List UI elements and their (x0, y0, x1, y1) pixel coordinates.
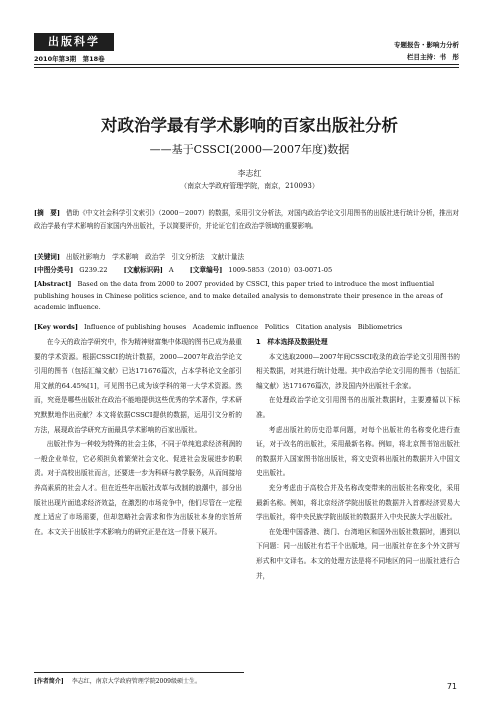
body-paragraph: 在处理中国香港、澳门、台湾地区和国外出版社数据时，遇到以下问题：同一出版社有若干个出版地，同一出版社存在多个外文拼写形式和中文译名。本文的处理方法是将不同地区的同一出版社进行合并， (256, 527, 460, 580)
abstract-en-label: [Abstract] (34, 280, 72, 288)
article-subtitle: ——基于CSSCI(2000—2007年度)数据 (149, 143, 350, 156)
footnote-label: [作者简介] (34, 678, 64, 685)
keywords-cn-label: [关键词] (34, 253, 61, 261)
body-paragraph: 考虑出版社的历史沿革问题，对每个出版社的名称变化进行查证，对于改名的出版社，采用最新名称。例如，将北京图书馆出版社的数据并入国家图书馆出版社，将文史资料出版社的数据并入中国文史出版社。 (256, 425, 460, 478)
footnote-rule (34, 672, 244, 673)
page-number: 71 (446, 682, 457, 691)
abstract-cn (34, 207, 459, 232)
clc-value: G239.22 (79, 266, 108, 274)
body-left-column (34, 335, 242, 539)
author-affiliation: （南京大学政府管理学院，南京，210093） (180, 182, 319, 190)
header-rule-thin (34, 67, 459, 68)
body-paragraph: 出版社作为一种较为特殊的社会主体，不同于单纯追求经济利润的一般企业单位，它必须担负着繁荣社会文化、促进社会发展进步的职责。对于高校出版社而言，还要进一步为科研与教学服务，从而间接培养高素质的社会人才。但在近些年出版社改革与改制的浪潮中，部分出版社出现片面追求经济效益，在激烈的市场竞争中，他们尽管在一定程度上适应了市场需要，但却忽略社会需求和作为出版社本身的宗旨所在。本文关于出版社学术影响力的研究正是在这一背景下展开。 (34, 440, 242, 536)
journal-name-tag: 出版科学 (34, 33, 114, 51)
column-name: 专题报告・影响力分析 (394, 41, 459, 49)
body-paragraph: 在处理政治学论文引用图书的出版社数据时，主要遵循以下标准。 (256, 396, 460, 419)
header-rule (34, 64, 459, 65)
abstract-en (34, 279, 459, 314)
abstract-en-text: Based on the data from 2000 to 2007 provided by CSSCI, this paper tried to introduce the most influential publishing houses in Chinese politics science, and to make detailed analysis to demonstrate their presence in the areas of academic influence. (34, 280, 443, 311)
keywords-en (34, 321, 459, 334)
classification-line (34, 264, 459, 277)
article-title: 对政治学最有学术影响的百家出版社分析 (101, 116, 398, 135)
keywords-en-label: [Key words] (34, 323, 79, 331)
issue-info: 2010年第3期 第18卷 (34, 55, 105, 63)
footnote-text: 李志红，南京大学政府管理学院2009级硕士生。 (71, 678, 201, 685)
body-paragraph: 本文选取2000—2007年间CSSCI收录的政治学论文引用图书的相关数据，对其进行统计处理。其中政治学论文引用的图书（包括汇编文献）达171676篇次，涉及国内外出版社千余家。 (256, 352, 460, 390)
body-paragraph: 充分考虑由于高校合并及名称改变带来的出版社名称变化，采用最新名称。例如，将北京经济学院出版社的数据并入首都经济贸易大学出版社，将中央民族学院出版社的数据并入中央民族大学出版社。 (256, 483, 460, 522)
author-footnote (34, 676, 201, 685)
body-paragraph: 在今天的政治学研究中，作为精神财富集中体现的图书已成为最重要的学术资源。根据CSSCI的统计数据，2000—2007年政治学论文引用的图书（包括汇编文献）已达171676篇次，占本学科论文全部引用文献的64.45%[1]，可见图书已成为该学科的第一大学术资源。然而，究竟是哪些出版社在政治不能地提供这些优秀的学术著作，学术研究默默地作出贡献？本文将依据CSSCI提供的数据，运用引文分析的方法，展现政治学研究方面最具学术影响的百家出版社。 (34, 338, 242, 434)
abstract-cn-label: [摘 要] (34, 209, 61, 217)
article-id-label: [文章编号] (189, 266, 223, 274)
section-heading: 1 样本选择及数据处理 (256, 338, 328, 346)
keywords-cn (34, 251, 459, 264)
body-right-column (256, 335, 460, 583)
clc-label: [中图分类号] (34, 266, 74, 274)
author-name: 李志红 (237, 169, 262, 178)
doc-code-value: A (168, 266, 174, 274)
column-host: 栏目主持：书 彤 (407, 53, 459, 61)
keywords-en-text: Influence of publishing houses Academic influence Politics Citation analysis Bibliometrics (84, 323, 403, 331)
abstract-cn-text: 借助《中文社会科学引文索引》（2000－2007）的数据，采用引文分析法，对国内政治学论文引用图书的出版社进行统计分析，推出对政治学最有学术影响的百家国内外出版社，予以简要评价，并论证它们在政治学领域的重要影响。 (34, 209, 459, 230)
article-id-value: 1009-5853（2010）03-0071-05 (228, 266, 333, 274)
doc-code-label: [文献标识码] (123, 266, 163, 274)
keywords-cn-text: 出版社影响力 学术影响 政治学 引文分析法 文献计量法 (66, 253, 245, 261)
